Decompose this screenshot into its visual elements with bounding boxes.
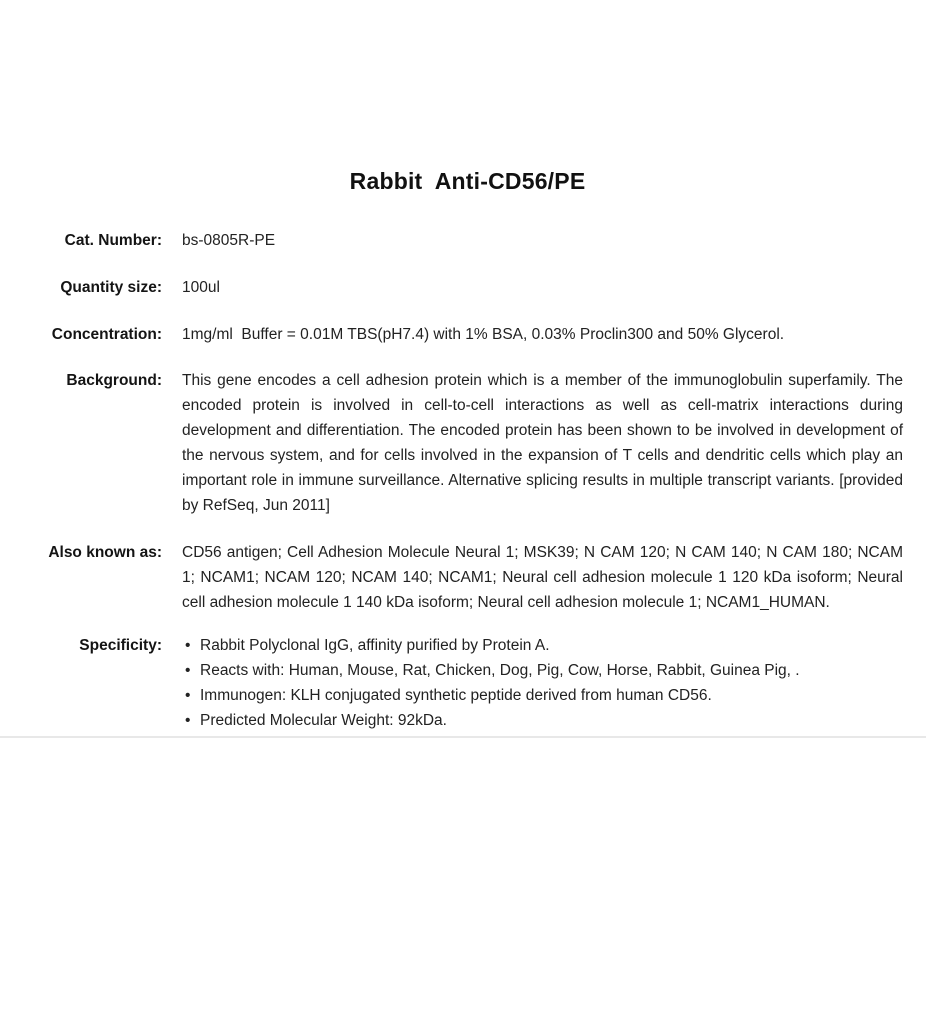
specificity-row bbox=[0, 633, 935, 733]
also-known-as-value: CD56 antigen; Cell Adhesion Molecule Neural 1; MSK39; N CAM 120; N CAM 140; N CAM 180; NCAM 1; NCAM1; NCAM 120; NCAM 140; NCAM1; Neural cell adhesion molecule 1 120 kDa isoform; Neural cell adhesion molecule 1 140 kDa isoform; Neural cell adhesion molecule 1; NCAM1_HUMAN. bbox=[182, 544, 903, 611]
specificity-bullet-molecular-weight: • Predicted Molecular Weight: 92kDa. bbox=[182, 708, 903, 733]
cat-number-value: bs-0805R-PE bbox=[182, 232, 276, 249]
concentration-row bbox=[0, 322, 935, 347]
cat-number-row bbox=[0, 228, 935, 253]
page-title: Rabbit Anti-CD56/PE bbox=[349, 168, 586, 194]
also-known-as-label: Also known as: bbox=[48, 544, 162, 561]
specificity-label: Specificity: bbox=[79, 637, 162, 654]
background-value: This gene encodes a cell adhesion protein which is a member of the immunoglobulin superfamily. The encoded protein is involved in cell-to-cell interactions as well as cell-matrix interactions during development and differentiation. The encoded protein has been shown to be involved in development of the nervous system, and for cells involved in the expansion of T cells and dendritic cells which play an important role in immune surveillance. Alternative splicing results in multiple transcript variants. [provided by RefSeq, Jun 2011] bbox=[182, 372, 903, 514]
cat-number-label: Cat. Number: bbox=[64, 232, 162, 249]
specificity-bullet-immunogen: • Immunogen: KLH conjugated synthetic peptide derived from human CD56. bbox=[182, 683, 903, 708]
specificity-bullet-host: • Rabbit Polyclonal IgG, affinity purified by Protein A. bbox=[182, 633, 903, 658]
quantity-size-label: Quantity size: bbox=[60, 279, 162, 296]
section-divider bbox=[0, 736, 926, 738]
specificity-bullet-reactivity: • Reacts with: Human, Mouse, Rat, Chicken, Dog, Pig, Cow, Horse, Rabbit, Guinea Pig, . bbox=[182, 658, 903, 683]
concentration-label: Concentration: bbox=[51, 326, 162, 343]
quantity-size-row bbox=[0, 275, 935, 300]
background-label: Background: bbox=[66, 372, 162, 389]
quantity-size-value: 100ul bbox=[182, 279, 220, 296]
also-known-as-row bbox=[0, 540, 935, 615]
concentration-value: 1mg/ml Buffer = 0.01M TBS(pH7.4) with 1% BSA, 0.03% Proclin300 and 50% Glycerol. bbox=[182, 326, 785, 343]
background-row bbox=[0, 368, 935, 518]
specificity-bullet-list bbox=[182, 633, 903, 733]
